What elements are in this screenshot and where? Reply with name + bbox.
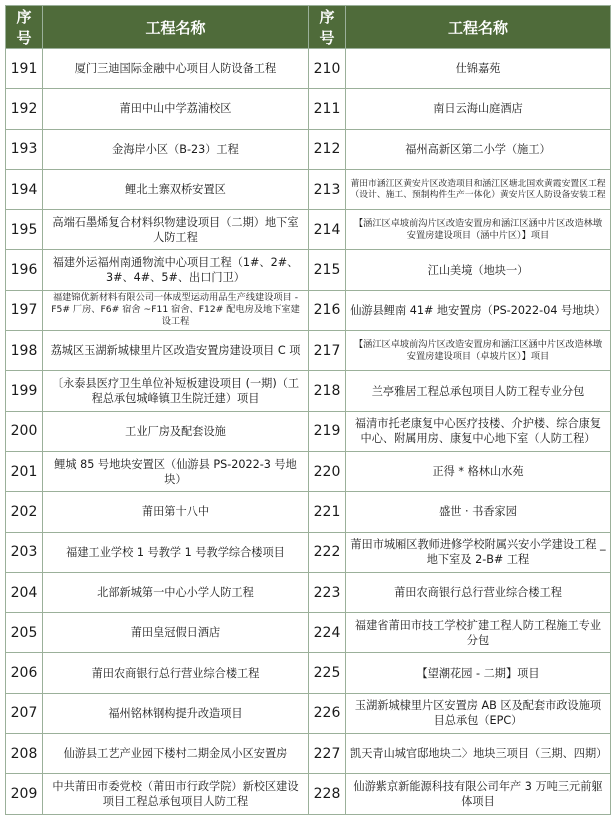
right-project-name: 玉湖新城棣里片区安置房 AB 区及配套市政设施项目总承包（EPC） [346,693,611,733]
table-row [6,774,611,814]
table-row [6,371,611,411]
left-project-name: 莆田第十八中 [43,492,309,532]
left-row-number: 205 [6,613,43,653]
table-row [6,411,611,451]
left-project-name: 鲤北土寨双桥安置区 [43,169,309,209]
table-row [6,129,611,169]
left-project-name: 北部新城第一中心小学人防工程 [43,572,309,612]
left-row-number: 199 [6,371,43,411]
table-row [6,734,611,774]
right-row-number: 212 [309,129,346,169]
left-project-name: 福建锦优新材料有限公司一体成型运动用品生产线建设项目 -F5# 厂房、F6# 宿舍 ~F11 宿舍、F12# 配电房及地下室建设工程 [43,290,309,330]
right-project-name: 仙游紫京新能源科技有限公司年产 3 万吨三元前躯体项目 [346,774,611,814]
left-project-name: 福建外运福州南通物流中心项目工程（1#、2#、3#、4#、5#、出口门卫） [43,250,309,290]
left-row-number: 204 [6,572,43,612]
left-row-number: 200 [6,411,43,451]
left-row-number: 207 [6,693,43,733]
left-project-name: 福州铭林钢构提升改造项目 [43,693,309,733]
left-row-number: 198 [6,331,43,371]
header-no-left: 序号 [6,6,43,49]
right-project-name: 莆田农商银行总行营业综合楼工程 [346,572,611,612]
table-row [6,492,611,532]
right-project-name: 仕锦嘉苑 [346,49,611,89]
left-project-name: 工业厂房及配套设施 [43,411,309,451]
right-project-name: 兰亭雅居工程总承包项目人防工程专业分包 [346,371,611,411]
left-row-number: 197 [6,290,43,330]
right-project-name: 【涵江区卓坡前沟片区改造安置房和涵江区涵中片区改造林墩安置房建设项目（涵中片区）】项目 [346,210,611,250]
right-row-number: 223 [309,572,346,612]
left-project-name: 厦门三迪国际金融中心项目人防设备工程 [43,49,309,89]
table-row [6,613,611,653]
table-header-row [6,6,611,49]
table-row [6,250,611,290]
left-row-number: 208 [6,734,43,774]
right-row-number: 225 [309,653,346,693]
right-row-number: 215 [309,250,346,290]
right-row-number: 228 [309,774,346,814]
table-row [6,532,611,572]
right-project-name: 福州高新区第二小学（施工） [346,129,611,169]
left-row-number: 195 [6,210,43,250]
header-name-left: 工程名称 [43,6,309,49]
left-project-name: 莆田农商银行总行营业综合楼工程 [43,653,309,693]
right-project-name: 正得 * 格林山水苑 [346,451,611,491]
table-row [6,290,611,330]
table-row [6,89,611,129]
project-table [5,5,611,815]
right-row-number: 216 [309,290,346,330]
left-row-number: 209 [6,774,43,814]
left-project-name: 中共莆田市委党校（莆田市行政学院）新校区建设项目工程总承包项目人防工程 [43,774,309,814]
left-row-number: 191 [6,49,43,89]
left-row-number: 192 [6,89,43,129]
left-project-name: 鲤城 85 号地块安置区（仙游县 PS-2022-3 号地块） [43,451,309,491]
table-row [6,49,611,89]
right-row-number: 210 [309,49,346,89]
right-row-number: 224 [309,613,346,653]
table-row [6,572,611,612]
right-row-number: 219 [309,411,346,451]
right-project-name: 南日云海山庭酒店 [346,89,611,129]
left-project-name: 莆田中山中学荔浦校区 [43,89,309,129]
table-row [6,693,611,733]
left-project-name: 荔城区玉湖新城棣里片区改造安置房建设项目 C 项 [43,331,309,371]
left-project-name: 高端石墨烯复合材料织物建设项目（二期）地下室人防工程 [43,210,309,250]
right-project-name: 福清市托老康复中心医疗技楼、介护楼、综合康复中心、附属用房、康复中心地下室（人防工程） [346,411,611,451]
left-project-name: 仙游县工艺产业园下楼村二期金凤小区安置房 [43,734,309,774]
right-row-number: 226 [309,693,346,733]
left-row-number: 201 [6,451,43,491]
left-row-number: 203 [6,532,43,572]
right-project-name: 莆田市城厢区教师进修学校附属兴安小学建设工程 _ 地下室及 2-B# 工程 [346,532,611,572]
left-row-number: 193 [6,129,43,169]
table-row [6,451,611,491]
left-row-number: 196 [6,250,43,290]
right-row-number: 222 [309,532,346,572]
left-project-name: 金海岸小区（B-23）工程 [43,129,309,169]
right-project-name: 江山美境（地块一） [346,250,611,290]
table-row [6,653,611,693]
left-project-name: 福建工业学校 1 号教学 1 号教学综合楼项目 [43,532,309,572]
left-project-name: 〔永泰县医疗卫生单位补短板建设项目 (一期)（工程总承包城峰镇卫生院迁建）项目 [43,371,309,411]
header-no-right: 序号 [309,6,346,49]
left-row-number: 194 [6,169,43,209]
right-project-name: 盛世 · 书香家园 [346,492,611,532]
left-row-number: 206 [6,653,43,693]
table-row [6,169,611,209]
right-project-name: 福建省莆田市技工学校扩建工程人防工程施工专业分包 [346,613,611,653]
table-row [6,331,611,371]
left-project-name: 莆田皇冠假日酒店 [43,613,309,653]
right-project-name: 仙游县鲤南 41# 地安置房（PS-2022-04 号地块） [346,290,611,330]
right-project-name: 【涵江区卓坡前沟片区改造安置房和涵江区涵中片区改造林墩安置房建设项目（卓坡片区）】项目 [346,331,611,371]
right-row-number: 211 [309,89,346,129]
right-row-number: 221 [309,492,346,532]
right-row-number: 220 [309,451,346,491]
project-table-container [5,5,610,815]
table-row [6,210,611,250]
right-project-name: 莆田市涵江区黄安片区改造项目和涵江区塘北国欢黄霞安置区工程（设计、施工、预制构件生产一体化）黄安片区人防设备安装工程 [346,169,611,209]
right-row-number: 214 [309,210,346,250]
right-row-number: 213 [309,169,346,209]
right-project-name: 凯天青山城官邸地块二〉地块三项目（三期、四期） [346,734,611,774]
right-project-name: 【望潮花园 - 二期】项目 [346,653,611,693]
right-row-number: 218 [309,371,346,411]
right-row-number: 217 [309,331,346,371]
left-row-number: 202 [6,492,43,532]
right-row-number: 227 [309,734,346,774]
header-name-right: 工程名称 [346,6,611,49]
